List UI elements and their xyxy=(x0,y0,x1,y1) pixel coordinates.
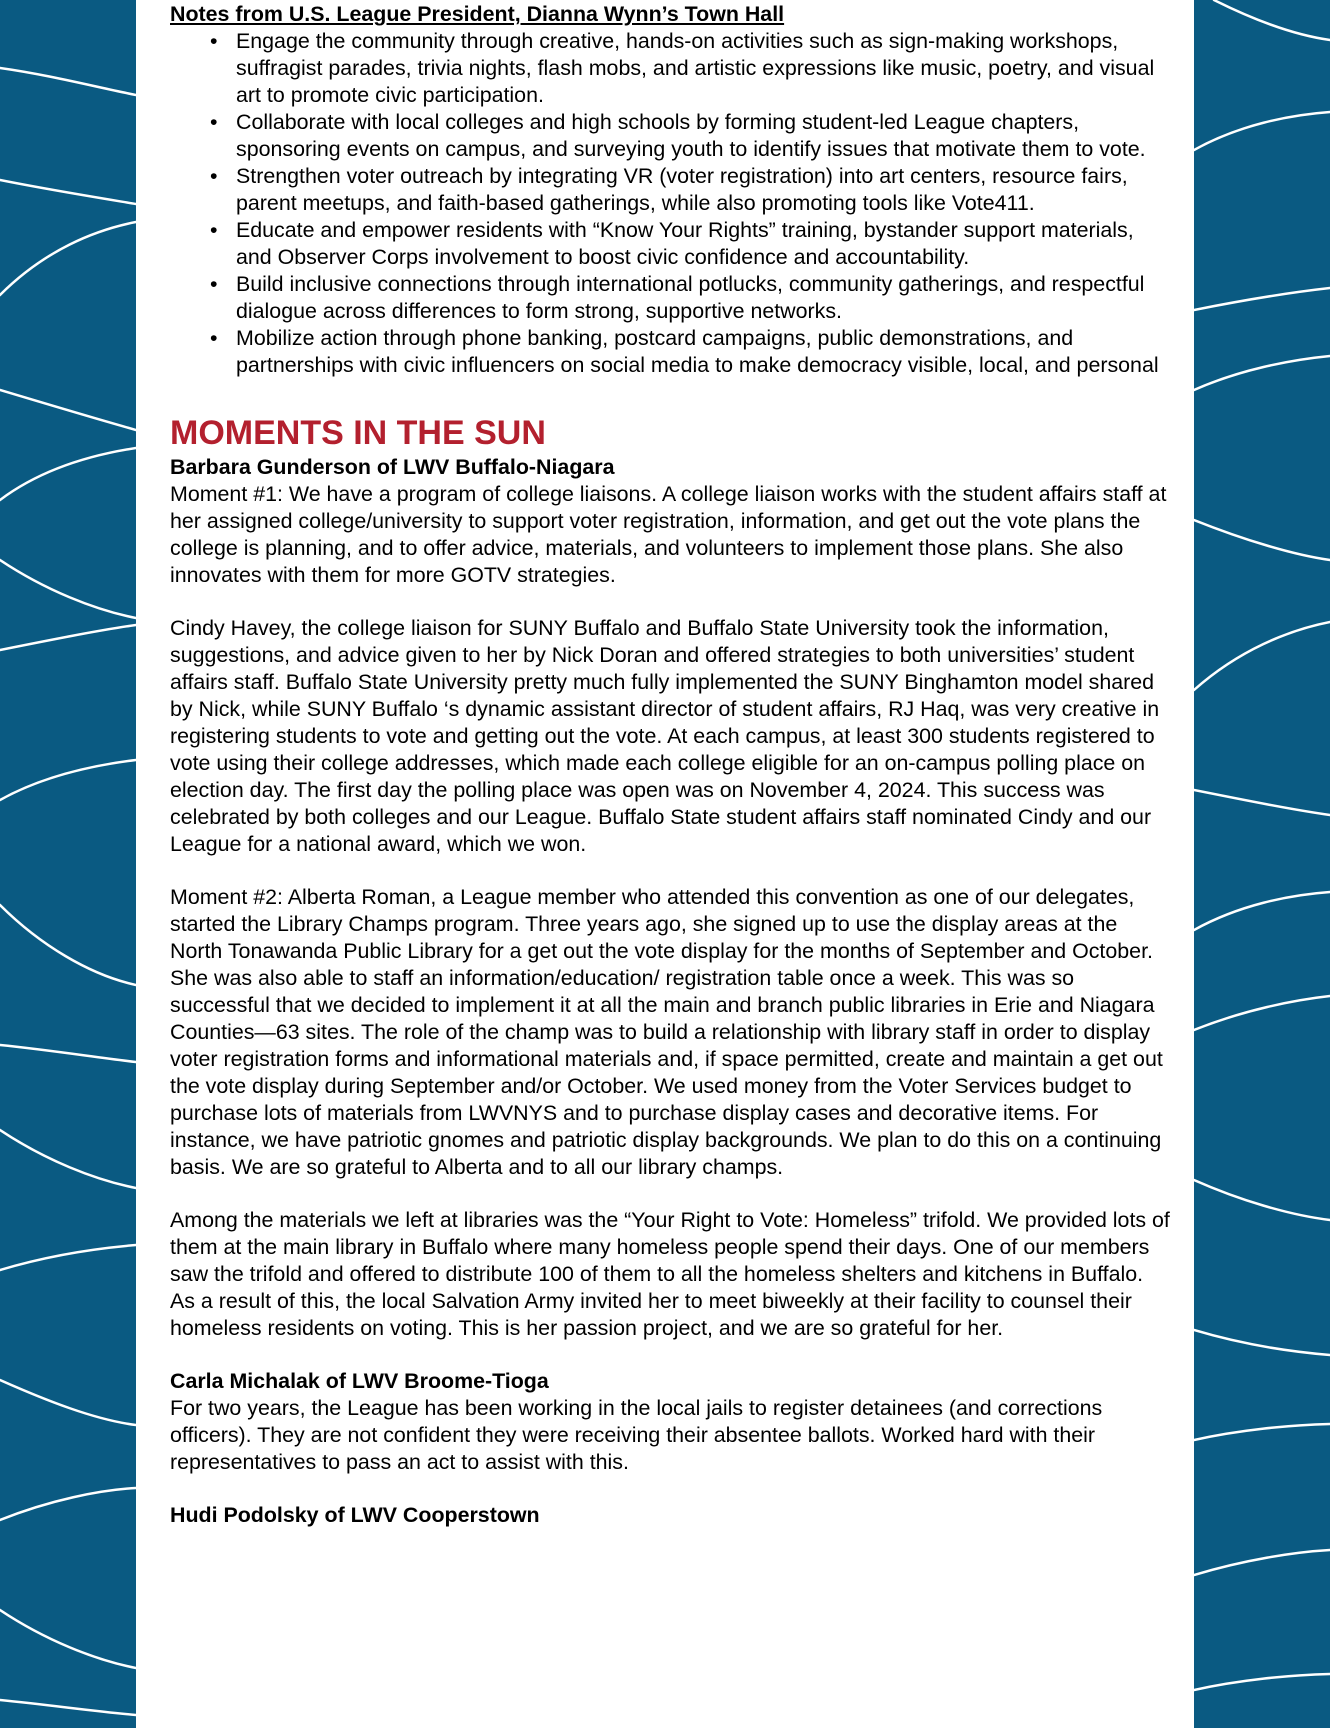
document-content xyxy=(170,0,1170,1529)
notes-item: • Educate and empower residents with “Know Your Rights” training, bystander support materials, and Observer Corps involvement to boost civic confidence and accountability. xyxy=(236,217,1170,271)
notes-item: • Collaborate with local colleges and high schools by forming student-led League chapters, sponsoring events on campus, and surveying youth to identify issues that motivate them to vote. xyxy=(236,109,1170,163)
right-decorative-band xyxy=(1194,0,1330,1728)
barbara-moment-1: Moment #1: We have a program of college liaisons. A college liaison works with the student affairs staff at her assigned college/university to support voter registration, information, and get out the vote plans the college is planning, and to offer advice, materials, and volunteers to implement those plans. She also innovates with them for more GOTV strategies. xyxy=(170,482,1167,587)
barbara-moment-2: Moment #2: Alberta Roman, a League member who attended this convention as one of our delegates, started the Library Champs program. Three years ago, she signed up to use the display areas at the North Tonawanda Public Library for a get out the vote display for the months of September and October. She was also able to staff an information/education/ registration table once a week. This was so successful that we decided to implement it at all the main and branch public libraries in Erie and Niagara Counties—63 sites. The role of the champ was to build a relationship with library staff in order to display voter registration forms and informational materials and, if space permitted, create and maintain a get out the vote display during September and/or October. We used money from the Voter Services budget to purchase lots of materials from LWVNYS and to purchase display cases and decorative items. For instance, we have patriotic gnomes and patriotic display backgrounds. We plan to do this on a continuing basis. We are so grateful to Alberta and to all our library champs. xyxy=(170,885,1163,1179)
notes-list xyxy=(170,28,1170,379)
left-decorative-band xyxy=(0,0,136,1728)
notes-item: • Engage the community through creative, hands-on activities such as sign-making workshops, suffragist parades, trivia nights, flash mobs, and artistic expressions like music, poetry, and visual art to promote civic participation. xyxy=(236,28,1170,109)
notes-heading: Notes from U.S. League President, Dianna Wynn’s Town Hall xyxy=(170,2,785,26)
document-page xyxy=(136,0,1194,1728)
carla-name: Carla Michalak of LWV Broome-Tioga xyxy=(170,1369,549,1393)
carla-paragraph: For two years, the League has been working in the local jails to register detainees (and corrections officers). They are not confident they were receiving their absentee ballots. Worked hard with their representatives to pass an act to assist with this. xyxy=(170,1396,1103,1474)
notes-item: • Mobilize action through phone banking, postcard campaigns, public demonstrations, and partnerships with civic influencers on social media to make democracy visible, local, and personal xyxy=(236,325,1170,379)
right-wave-pattern xyxy=(1194,0,1330,1728)
left-wave-pattern xyxy=(0,0,136,1728)
barbara-homeless-paragraph: Among the materials we left at libraries was the “Your Right to Vote: Homeless” trifold. We provided lots of them at the main library in Buffalo where many homeless people spend their days. One of our members saw the trifold and offered to distribute 100 of them to all the homeless shelters and kitchens in Buffalo. As a result of this, the local Salvation Army invited her to meet biweekly at their facility to counsel their homeless residents on voting. This is her passion project, and we are so grateful for her. xyxy=(170,1208,1170,1340)
barbara-cindy-paragraph: Cindy Havey, the college liaison for SUNY Buffalo and Buffalo State University took the information, suggestions, and advice given to her by Nick Doran and offered strategies to both universities’ student affairs staff. Buffalo State University pretty much fully implemented the SUNY Binghamton model shared by Nick, while SUNY Buffalo ‘s dynamic assistant director of student affairs, RJ Haq, was very creative in registering students to vote and getting out the vote. At each campus, at least 300 students registered to vote using their college addresses, which made each college eligible for an on-campus polling place on election day. The first day the polling place was open was on November 4, 2024. This success was celebrated by both colleges and our League. Buffalo State student affairs staff nominated Cindy and our League for a national award, which we won. xyxy=(170,616,1160,856)
barbara-name: Barbara Gunderson of LWV Buffalo-Niagara xyxy=(170,455,615,479)
notes-item: • Strengthen voter outreach by integrating VR (voter registration) into art centers, resource fairs, parent meetups, and faith-based gatherings, while also promoting tools like Vote411. xyxy=(236,163,1170,217)
notes-item: • Build inclusive connections through international potlucks, community gatherings, and respectful dialogue across differences to form strong, supportive networks. xyxy=(236,271,1170,325)
moments-heading: MOMENTS IN THE SUN xyxy=(170,414,546,452)
hudi-name: Hudi Podolsky of LWV Cooperstown xyxy=(170,1503,540,1527)
